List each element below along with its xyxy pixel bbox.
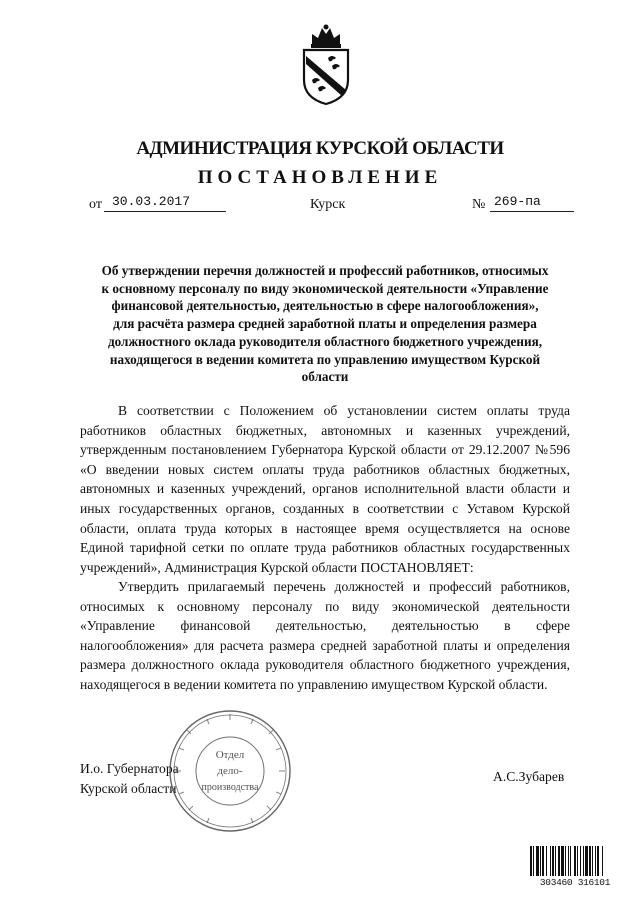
coat-of-arms-icon [298,22,354,106]
stamp-text-line-2: дело- [217,765,243,777]
barcode-number: 303460 316101 [529,876,621,890]
round-stamp-icon [167,708,293,834]
stamp-text-line-1: Отдел [215,749,245,761]
body-paragraph-2: Утвердить прилагаемый перечень должностей и профессий работников, относимых к основному персоналу по виду экономической деятельности «Управление финансовой деятельностью, деятельностью в сфере налогообложения» для расчета размера средней заработной платы и определения размера должностного оклада руководителя областного бюджетного учреждения, находящегося в ведении комитета по управлению имуществом Курской области. [80,579,570,692]
date-label: от [89,197,102,212]
signatory-position-line-2: Курской области [80,780,177,796]
document-type: ПОСТАНОВЛЕНИЕ [197,167,443,188]
signatory-name: А.С.Зубарев [493,769,565,784]
date-value: 30.03.2017 [104,194,226,212]
signatory-position-line-1: И.о. Губернатора [80,761,179,776]
number-label: № [472,197,486,212]
document-title: Об утверждении перечня должностей и профессий работников, относимых к основному персоналу по виду экономической деятельности «Управление финансовой деятельностью, деятельностью в сфере налогообложения», для расчёта размера средней заработной платы и определения размера должностного оклада руководителя областного бюджетного учреждения, находящегося в ведении комитета по управлению имуществом Курской области [101,263,549,385]
organization-name: АДМИНИСТРАЦИЯ КУРСКОЙ ОБЛАСТИ [136,138,504,159]
city-name: Курск [310,197,346,212]
body-paragraph-1: В соответствии с Положением об установлении систем оплаты труда работников областных бюджетных, автономных и казенных учреждений, утвержденным постановлением Губернатора Курской области от 29.12.2007 №596 «О введении новых систем оплаты труда работников областных бюджетных, автономных и казенных учреждений, органов исполнительной власти области и иных государственных органов, созданных в соответствии с Уставом Курской области, оплата труда которых в настоящее время осуществляется на основе Единой тарифной сетки по оплате труда работников областных государственных учреждений», Администрация Курской области ПОСТАНОВЛЯЕТ: [80,403,570,575]
document-number: 269-па [490,194,574,212]
signatory-position [80,759,179,798]
stamp-text-line-3: производства [201,782,259,793]
